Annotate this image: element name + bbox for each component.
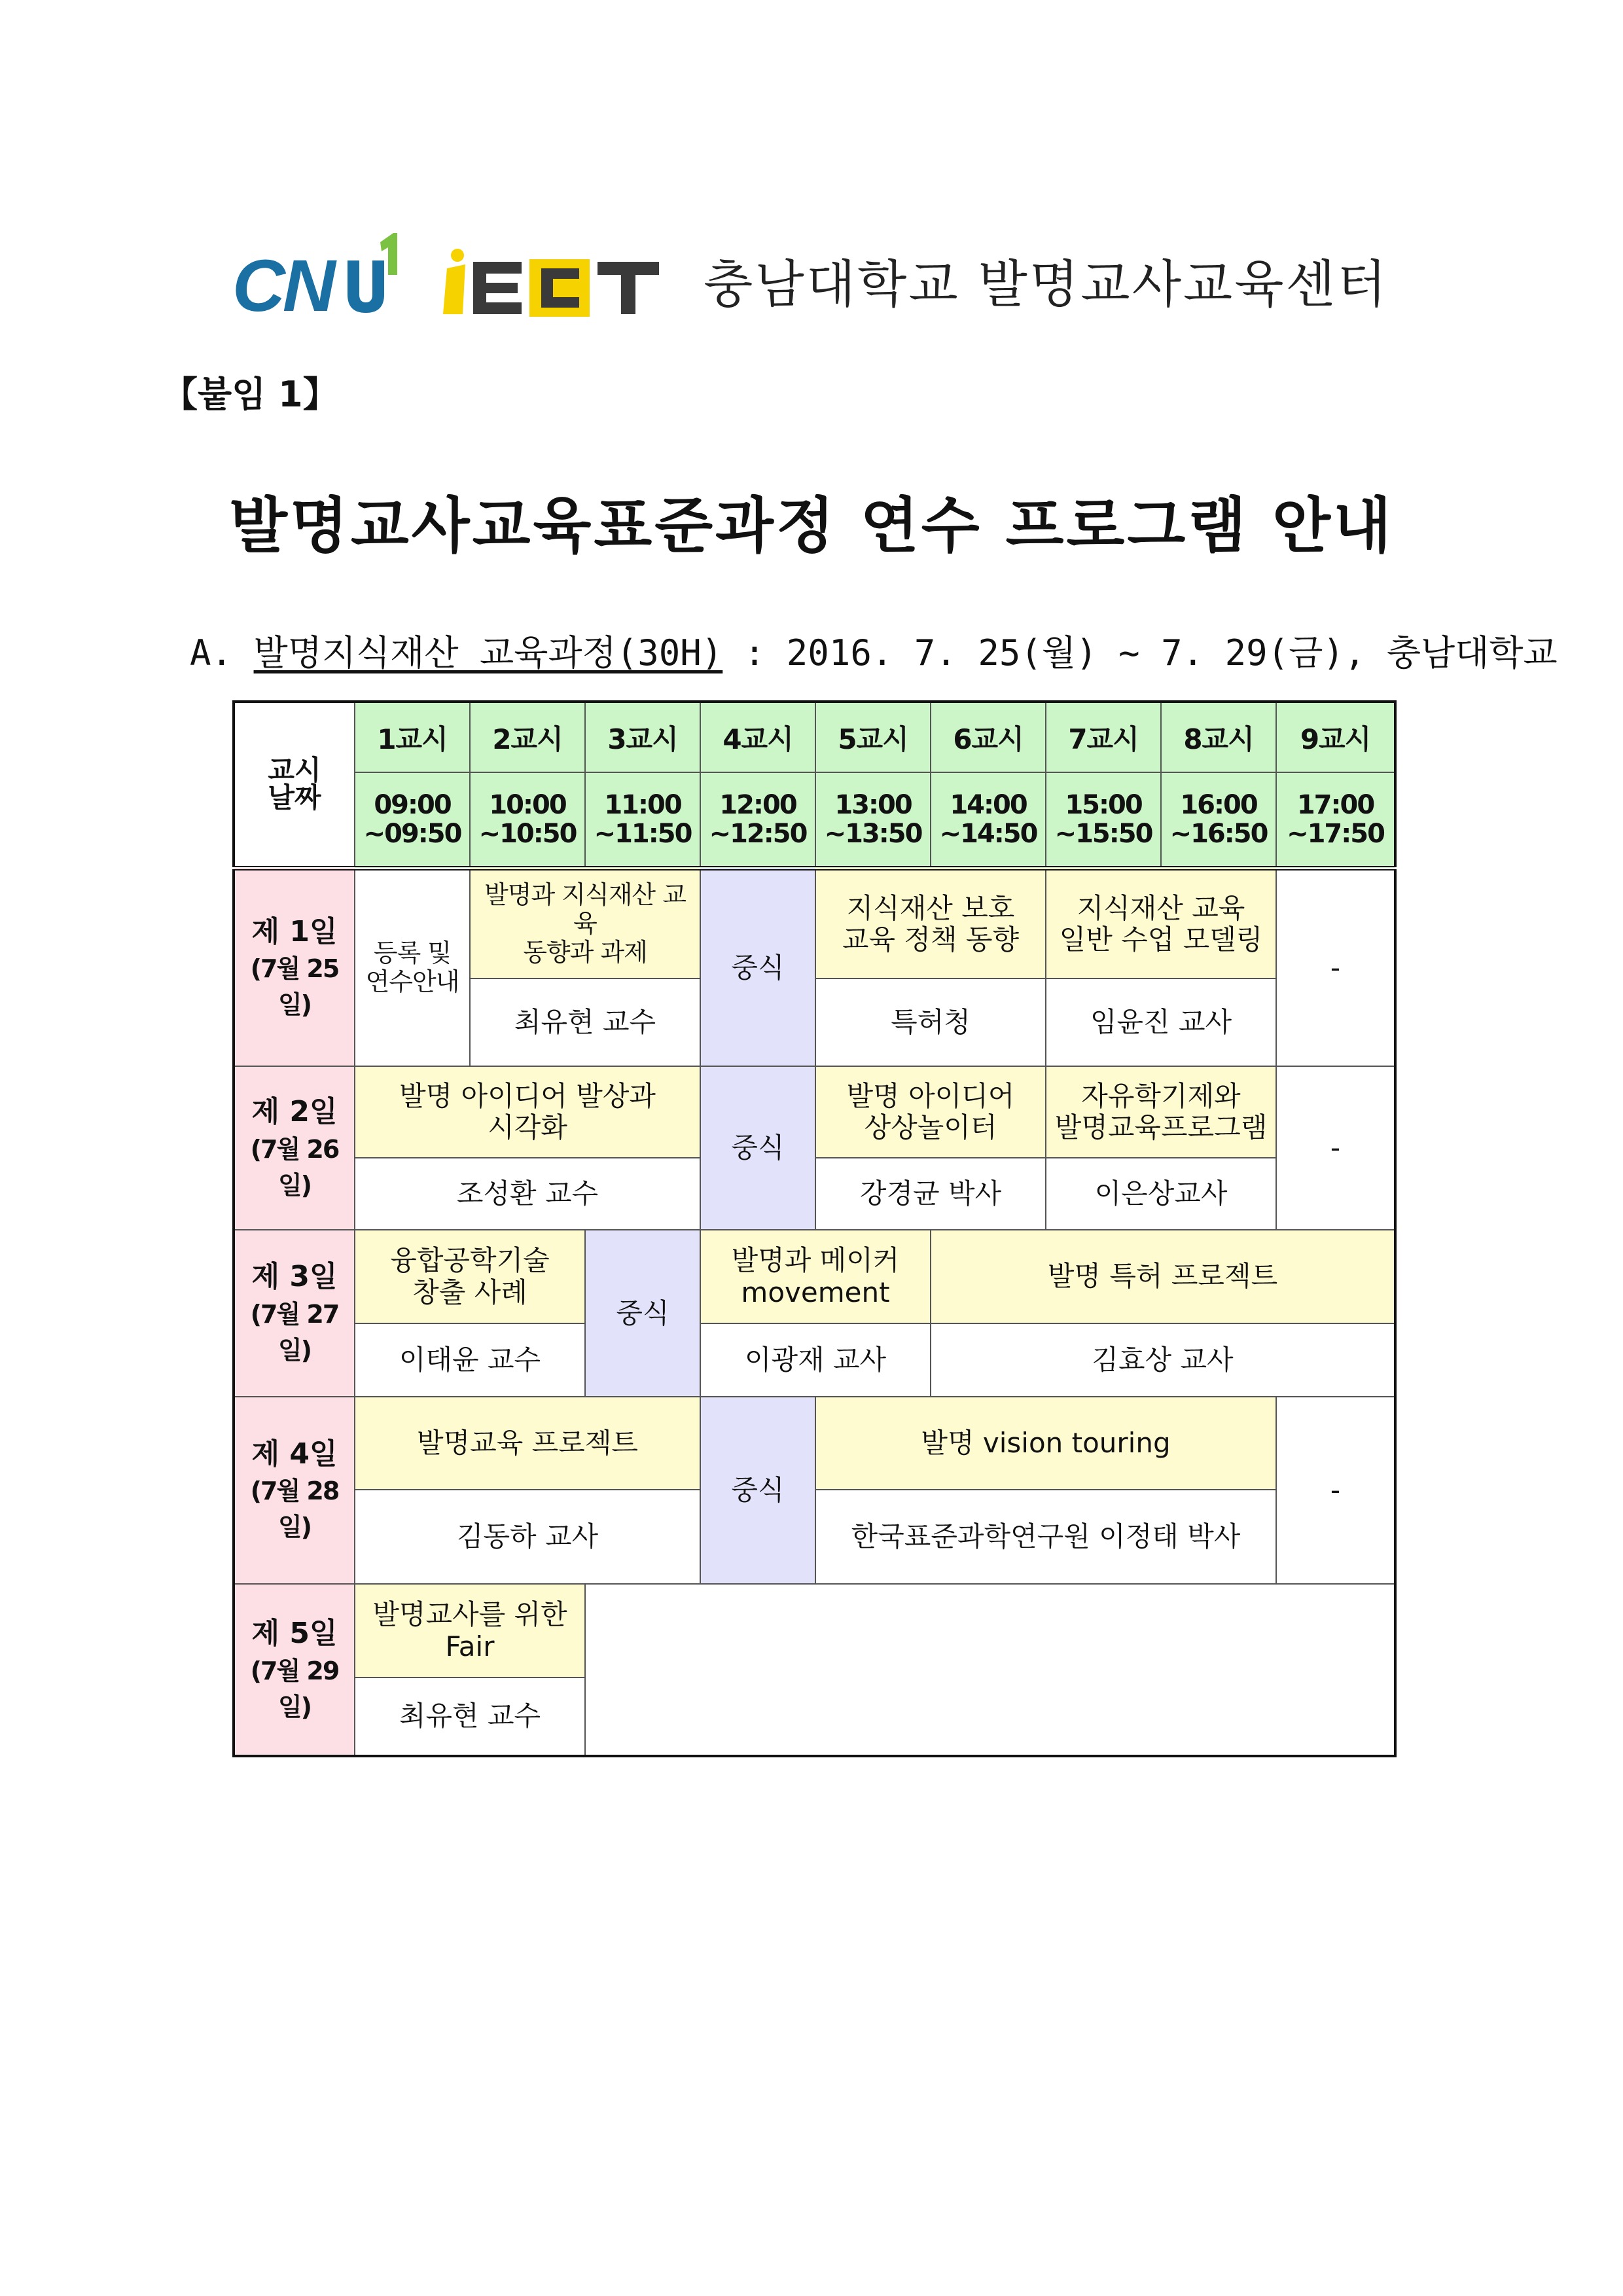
empty-cell: -: [1276, 1066, 1395, 1230]
session-instructor: 김효상 교사: [931, 1323, 1395, 1397]
period-time: 17:00 ~17:50: [1276, 772, 1395, 868]
day-date: (7월 29일): [250, 1656, 339, 1721]
session-instructor: 최유현 교수: [470, 978, 700, 1066]
session-instructor: 조성환 교수: [355, 1158, 700, 1230]
session-title: 지식재산 보호 교육 정책 동향: [815, 868, 1046, 978]
day-date: (7월 27일): [250, 1299, 339, 1365]
session-title: 지식재산 교육 일반 수업 모델링: [1046, 868, 1276, 978]
attachment-label: 【붙임 1】: [162, 374, 338, 415]
period-label: 5교시: [815, 702, 931, 772]
iect-logo: [443, 236, 666, 321]
svg-text:CN: CN: [232, 245, 333, 321]
period-label: 2교시: [470, 702, 585, 772]
center-name: 충남대학교 발명교사교육센터: [704, 255, 1389, 314]
schedule-table: [232, 700, 1397, 1757]
day-date: (7월 25일): [250, 954, 339, 1020]
day-cell: [234, 1230, 355, 1396]
corner-cell: [234, 702, 355, 868]
period-label: 1교시: [355, 702, 470, 772]
session-instructor: 이태윤 교수: [355, 1323, 585, 1397]
day-row: [234, 1584, 1395, 1677]
period-time: 15:00 ~15:50: [1046, 772, 1161, 868]
cnu-logo: [232, 229, 402, 321]
section-heading: [190, 625, 1558, 675]
session-title: 발명 아이디어 발상과 시각화: [355, 1066, 700, 1158]
period-time: 14:00 ~14:50: [931, 772, 1046, 868]
session-title: 발명 특허 프로젝트: [931, 1230, 1395, 1323]
day-date: (7월 28일): [250, 1477, 339, 1542]
period-label: 6교시: [931, 702, 1046, 772]
session-instructor: 임윤진 교사: [1046, 978, 1276, 1066]
course-name: 발명지식재산 교육과정(30H): [253, 632, 723, 673]
day-label: 제 1일: [251, 914, 338, 948]
corner-line1: 교시: [268, 754, 321, 787]
lunch-cell: 중식: [700, 1066, 815, 1230]
time-header-row: [234, 772, 1395, 868]
period-label: 4교시: [700, 702, 815, 772]
empty-cell: -: [1276, 1397, 1395, 1585]
period-header-row: [234, 702, 1395, 772]
course-detail: : 2016. 7. 25(월) ~ 7. 29(금), 충남대학교: [722, 632, 1558, 673]
day-cell: [234, 1397, 355, 1585]
instructor-row: [234, 1323, 1395, 1397]
session-title: 발명교육 프로젝트: [355, 1397, 700, 1490]
period-label: 7교시: [1046, 702, 1161, 772]
period-time: 11:00 ~11:50: [585, 772, 700, 868]
section-prefix: A.: [190, 632, 254, 673]
session-instructor: 한국표준과학연구원 이정태 박사: [815, 1490, 1276, 1584]
day-row: [234, 1230, 1395, 1323]
day-label: 제 5일: [251, 1616, 338, 1650]
period-label: 8교시: [1161, 702, 1276, 772]
day-label: 제 2일: [251, 1094, 338, 1128]
period-time: 10:00 ~10:50: [470, 772, 585, 868]
period-time: 16:00 ~16:50: [1161, 772, 1276, 868]
lunch-cell: 중식: [585, 1230, 700, 1396]
lunch-cell: 중식: [700, 1397, 815, 1585]
session-instructor: 이은상교사: [1046, 1158, 1276, 1230]
empty-cell: -: [1276, 868, 1395, 1066]
day-cell: [234, 868, 355, 1066]
empty-cell: [585, 1584, 1395, 1756]
period-time: 12:00 ~12:50: [700, 772, 815, 868]
session-title: 융합공학기술 창출 사례: [355, 1230, 585, 1323]
session-title: 발명교사를 위한 Fair: [355, 1584, 585, 1677]
session-instructor: 이광재 교사: [700, 1323, 931, 1397]
session-instructor: 강경균 박사: [815, 1158, 1046, 1230]
registration-cell: 등록 및 연수안내: [355, 868, 470, 1066]
session-title: 발명 아이디어 상상놀이터: [815, 1066, 1046, 1158]
session-instructor: 김동하 교사: [355, 1490, 700, 1584]
period-time: 13:00 ~13:50: [815, 772, 931, 868]
day-label: 제 4일: [251, 1437, 338, 1471]
day-cell: [234, 1584, 355, 1756]
session-title: 자유학기제와 발명교육프로그램: [1046, 1066, 1276, 1158]
session-title: 발명과 지식재산 교육 동향과 과제: [470, 868, 700, 978]
session-instructor: 최유현 교수: [355, 1677, 585, 1756]
day-row: [234, 1066, 1395, 1158]
page-title: 발명교사교육표준과정 연수 프로그램 안내: [229, 491, 1394, 561]
session-instructor: 특허청: [815, 978, 1046, 1066]
corner-line2: 날짜: [268, 781, 321, 814]
page-header: [232, 229, 1410, 321]
day-row: [234, 1397, 1395, 1490]
period-time: 09:00 ~09:50: [355, 772, 470, 868]
period-label: 9교시: [1276, 702, 1395, 772]
lunch-cell: 중식: [700, 868, 815, 1066]
session-title: 발명 vision touring: [815, 1397, 1276, 1490]
period-label: 3교시: [585, 702, 700, 772]
day-row: [234, 868, 1395, 978]
day-date: (7월 26일): [250, 1134, 339, 1200]
day-cell: [234, 1066, 355, 1230]
day-label: 제 3일: [251, 1260, 338, 1294]
session-title: 발명과 메이커 movement: [700, 1230, 931, 1323]
